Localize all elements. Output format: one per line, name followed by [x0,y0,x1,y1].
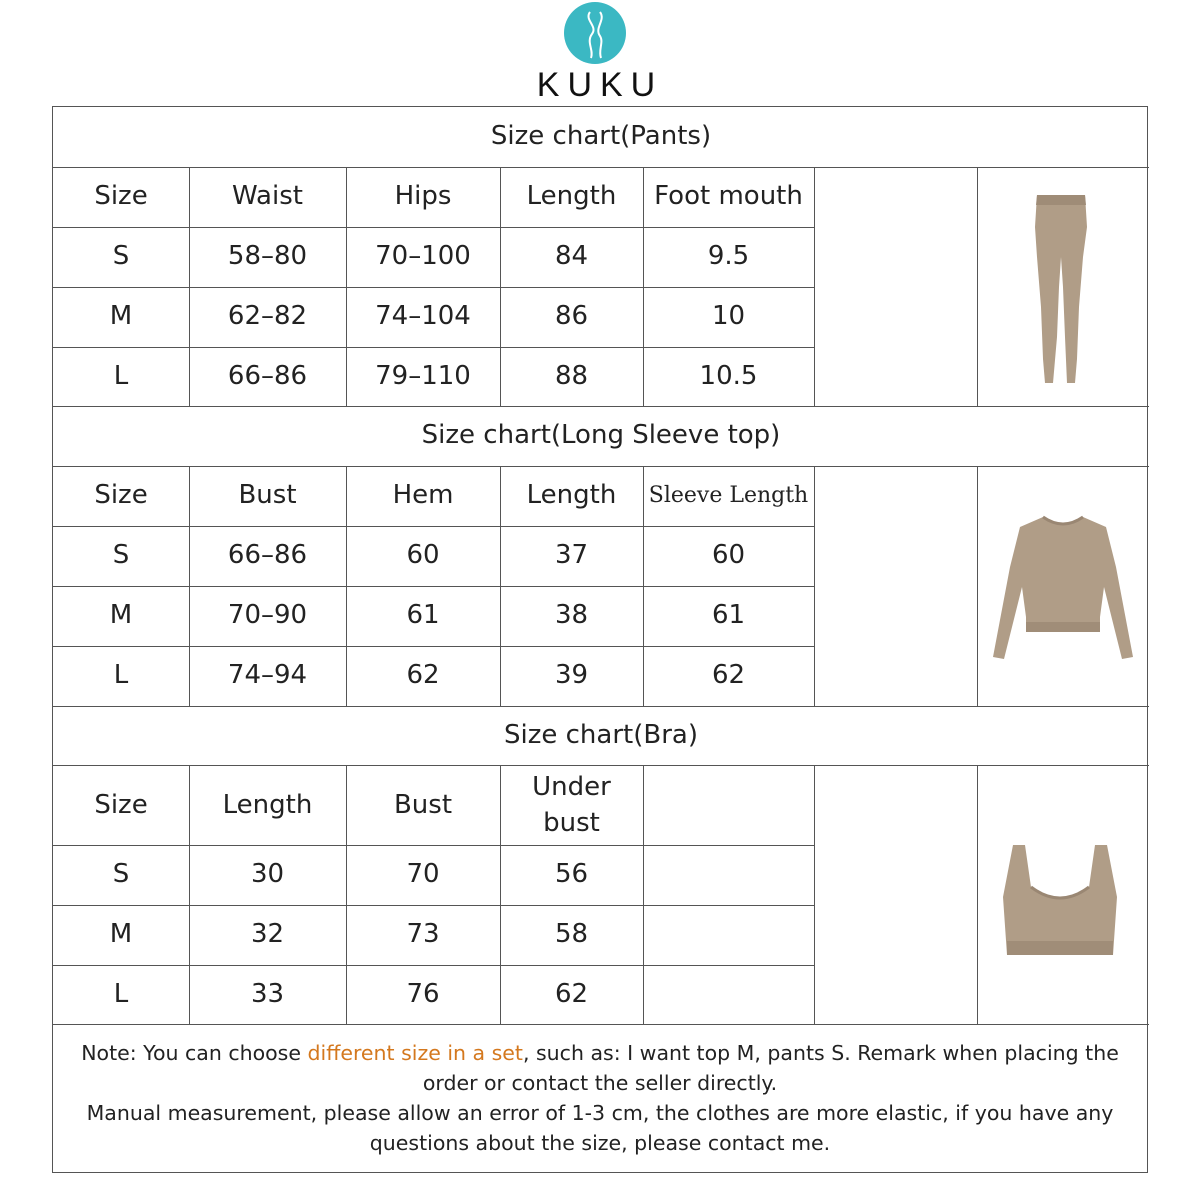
bra-cell: 30 [250,859,285,890]
brand-logo [0,0,1200,106]
pants-title: Size chart(Pants) [490,121,712,152]
pants-cell: 66–86 [227,361,308,392]
note-line-2: Manual measurement, please allow an error of 1-3 cm, the clothes are more elastic, if you have any questions about the size, please contact me. [86,1101,1114,1155]
bra-header-length: Length [222,789,313,820]
pants-cell: 86 [554,301,589,332]
pants-header-hips: Hips [394,181,452,212]
top-cell: 70–90 [227,600,308,631]
pants-cell: L [113,361,129,392]
top-cell: 61 [406,600,440,631]
sports-bra-icon [995,837,1125,967]
note-part-2: , such as: I want top M, pants S. Remark when placing the order or contact the seller directly. [422,1041,1119,1095]
pants-cell: 10 [711,301,746,332]
note-highlight: different size in a set [307,1041,523,1065]
bra-cell: 33 [250,979,285,1010]
size-chart [52,106,1148,1173]
top-cell: 62 [406,660,440,691]
body-silhouette-icon [564,2,626,64]
pants-cell: 70–100 [375,241,471,272]
top-cell: 60 [406,540,440,571]
pants-header-length: Length [526,181,617,212]
pants-header-size: Size [94,181,148,212]
pants-cell: 84 [554,241,589,272]
bra-title: Size chart(Bra) [504,720,698,751]
top-cell: 60 [711,540,746,571]
pants-cell: 88 [554,361,589,392]
bra-cell: L [113,979,129,1010]
pants-cell: 74–104 [375,301,471,332]
pants-header-foot-mouth: Foot mouth [654,181,803,212]
note-line-1 [60,1038,1140,1098]
size-note [60,1038,1140,1158]
pants-cell: M [109,301,133,332]
top-header-bust: Bust [238,480,297,511]
brand-name: KUKU [536,66,664,104]
pants-cell: 79–110 [375,361,471,392]
top-cell: L [113,660,129,691]
bra-cell: 32 [250,919,285,950]
bra-header-size: Size [94,789,148,820]
bra-cell: 56 [554,859,589,890]
top-cell: S [112,540,130,571]
top-header-sleeve-length: Sleeve Length [648,483,809,509]
pants-header-waist: Waist [232,181,303,212]
top-header-hem: Hem [392,480,454,511]
bra-cell: S [112,859,130,890]
top-cell: 74–94 [227,660,308,691]
pants-cell: 10.5 [699,361,758,392]
note-part-1: Note: You can choose [81,1041,308,1065]
top-cell: 38 [554,600,589,631]
long-sleeve-top-icon [988,507,1138,667]
top-cell: M [109,600,133,631]
pants-cell: 62–82 [227,301,308,332]
top-cell: 66–86 [227,540,308,571]
bra-cell: M [109,919,133,950]
top-cell: 39 [554,660,589,691]
top-header-length: Length [526,480,617,511]
top-cell: 37 [554,540,589,571]
bra-cell: 70 [406,859,440,890]
top-title: Size chart(Long Sleeve top) [421,420,781,451]
top-cell: 62 [711,660,746,691]
top-header-size: Size [94,480,148,511]
pants-cell: 9.5 [707,241,750,272]
bra-cell: 76 [406,979,440,1010]
bra-cell: 62 [554,979,589,1010]
top-cell: 61 [711,600,746,631]
pants-cell: 58–80 [227,241,308,272]
bra-header-bust: Bust [393,789,453,820]
leggings-icon [1001,187,1121,387]
bra-cell: 58 [554,919,589,950]
bra-header-under-bust: Under bust [532,772,611,838]
pants-cell: S [112,241,130,272]
bra-cell: 73 [406,919,440,950]
